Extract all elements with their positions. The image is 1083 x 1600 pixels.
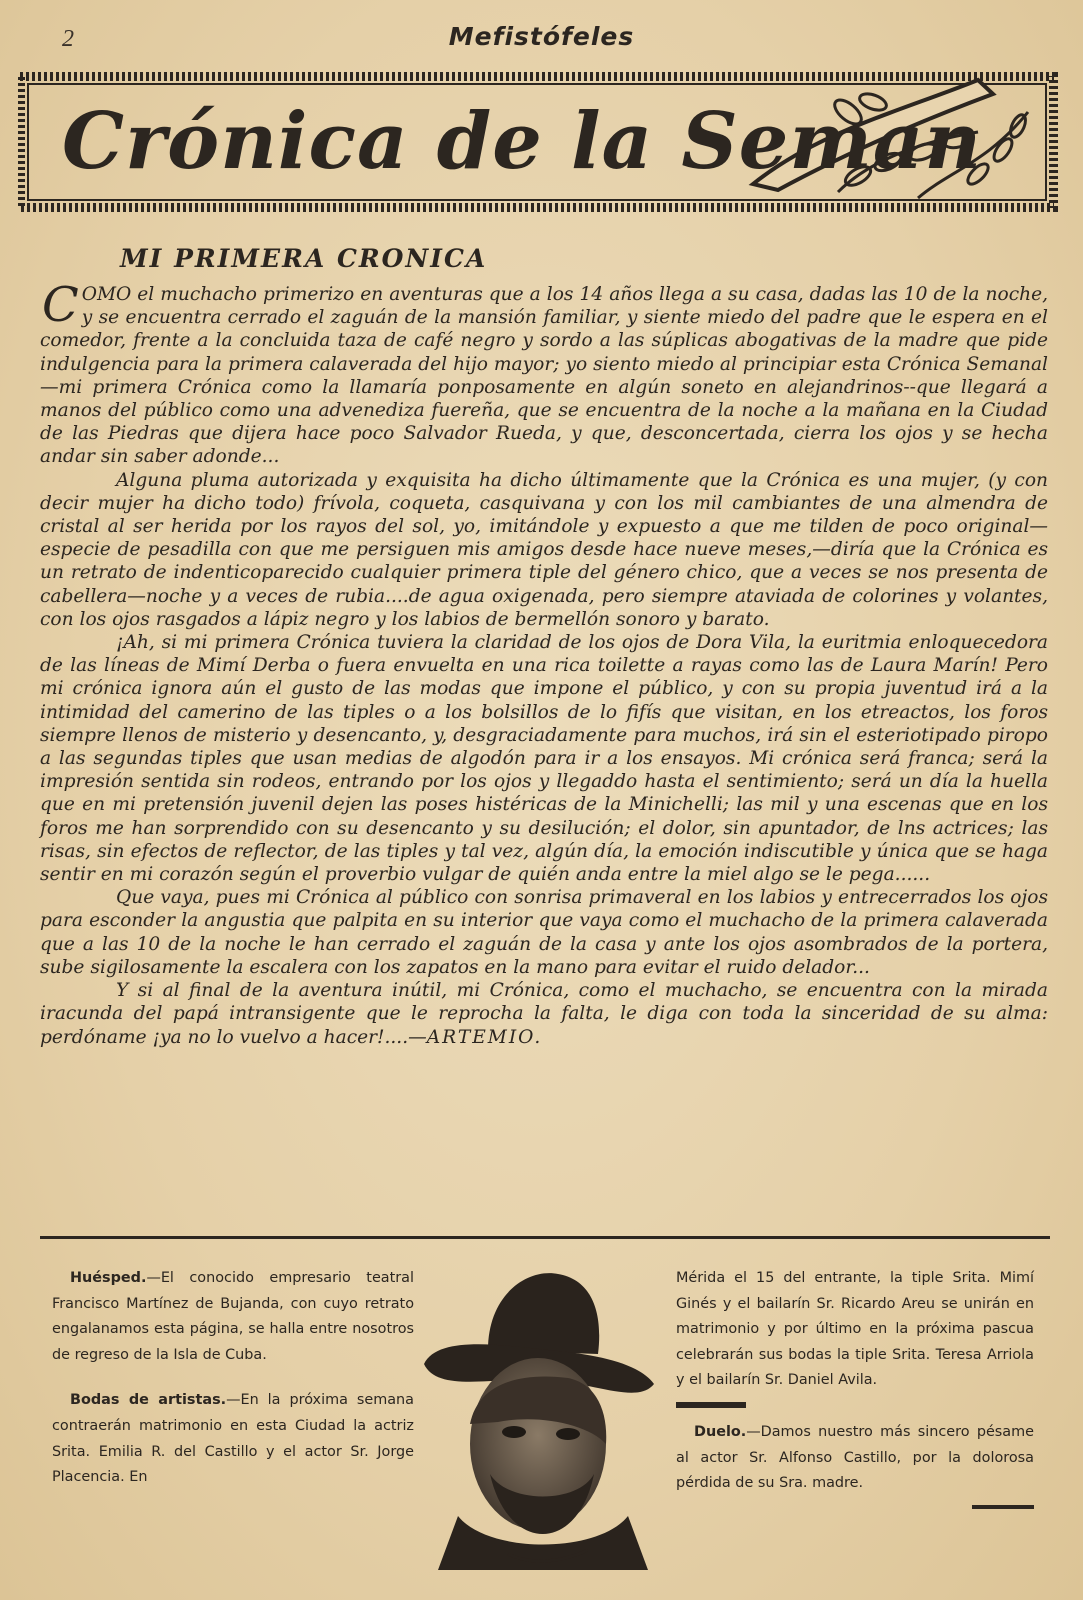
- note-separator: [676, 1402, 746, 1408]
- author-signature: ARTEMIO.: [426, 1026, 543, 1048]
- paragraph-2: Alguna pluma autorizada y exquisita ha dicho últimamente que la Crónica es una mujer, (y con decir mujer ha dicho todo) frívola, coqueta, casquivana y con los mil cambiantes de una almendra de cristal al ser herida por los rayos del sol, yo, imitándole y expuesto a que me tilden de poco original—especie de pesadilla con que me persiguen mis amigos desde hace nueve meses,—diría que la Crónica es un retrato de indenticoparecido cualquier primera tiple del género chico, que a veces se nos presenta de cabellera—noche y a veces de rubia....de agua oxigenada, pero siempre ataviada de colorines y volantes, con los ojos rasgados a lápiz negro y los labios de bermellón sonoro y barato.: [40, 469, 1048, 630]
- note-duelo: [676, 1420, 1034, 1497]
- notes-right-column: [676, 1266, 1034, 1509]
- portrait-photo: [418, 1254, 662, 1570]
- section-title: Crónica de la Seman: [62, 96, 983, 187]
- paragraph-5: [40, 979, 1048, 1049]
- note-huesped-heading: Huésped.: [70, 1270, 147, 1286]
- note-huesped-text: —El conocido empresario teatral Francisco Martínez de Bujanda, con cuyo retrato engalanamos esta página, se halla entre nosotros de regreso de la Isla de Cuba.: [52, 1270, 414, 1363]
- paragraph-1-text: OMO el muchacho primerizo en aventuras que a los 14 años llega a su casa, dadas las 10 de la noche, y se encuentra cerrado el zaguán de la mansión familiar, y siente miedo del padre que le espera en el comedor, frente a la concluida taza de café negro y sordo a las súplicas abogativas de la madre que pide indulgencia para la primera calaverada del hijo mayor; yo siento miedo al principiar esta Crónica Semanal—mi primera Crónica como la llamaría ponposamente en algún soneto en alejandrinos--que llegará a manos del público como una advenediza fuereña, que se encuentra de la noche a la mañana en la Ciudad de las Piedras que dijera hace poco Salvador Rueda, y que, desconcertada, cierra los ojos y se hecha andar sin saber adonde...: [40, 284, 1048, 468]
- paragraph-3: ¡Ah, si mi primera Crónica tuviera la claridad de los ojos de Dora Vila, la euritmia enloquecedora de las líneas de Mimí Derba o fuera envuelta en una rica toilette a rayas como las de Laura Marín! Pero mi crónica ignora aún el gusto de las modas que impone el público, y con su propia juventud irá a la intimidad del camerino de las tiples o a los bolsillos de lo fifís que visitan, en los etreactos, los foros siempre llenos de misterio y desencanto, y, desgraciadamente para muchos, irá sin el esteriotipado piropo a las segundas tiples que usan medias de algodón para ir a los ensayos. Mi crónica será franca; será la impresión sentida sin rodeos, entrando por los ojos y llegaddo hasta el sentimiento; será un día la huella que en mi pretensión juvenil dejen las poses histéricas de la Minichelli; las mil y una escenas que en los foros me han sorprendido con su desencanto y su desilución; el dolor, sin apuntador, de lns actrices; las risas, sin efectos de reflector, de las tiples y tal vez, algún día, la emoción indiscutible y única que se haga sentir en mi corazón según el proverbio vulgar de quién anda entre la miel algo se le pega......: [40, 632, 1048, 886]
- paragraph-4: Que vaya, pues mi Crónica al público con sonrisa primaveral en los labios y entrecerrados los ojos para esconder la angustia que palpita en su interior que vaya como el muchacho de la primera calaverada que a las 10 de la noche le han cerrado el zaguán de la casa y ante los ojos asombrados de la portera, sube sigilosamente la escalera con los zapatos en la mano para evitar el ruido delador...: [40, 887, 1048, 978]
- chronicle-body: [40, 277, 1048, 1049]
- portrait-man-hat-icon: [418, 1254, 662, 1570]
- section-masthead: [18, 72, 1058, 212]
- note-bodas-text: —En la próxima semana contraerán matrimonio en esta Ciudad la actriz Srita. Emilia R. del Castillo y el actor Sr. Jorge Placencia. En: [52, 1392, 414, 1486]
- article-title: MI PRIMERA CRONICA: [120, 244, 488, 273]
- page-number: 2: [62, 26, 74, 52]
- notes-left-column: [52, 1266, 414, 1491]
- note-huesped: [52, 1266, 414, 1368]
- paragraph-5-text: Y si al final de la aventura inútil, mi Crónica, como el muchacho, se encuentra con la mirada iracunda del papá intransigente que le reprocha la falta, le diga con toda la sinceridad de su alma: perdóname ¡ya no lo vuelvo a hacer!....—: [40, 980, 1048, 1048]
- end-mark: [972, 1505, 1034, 1509]
- note-duelo-text: —Damos nuestro más sincero pésame al actor Sr. Alfonso Castillo, por la dolorosa pérdida de su Sra. madre.: [676, 1423, 1034, 1492]
- note-duelo-heading: Duelo.: [694, 1423, 747, 1440]
- note-bodas-heading: Bodas de artistas.: [70, 1392, 227, 1409]
- note-bodas-continued: Mérida el 15 del entrante, la tiple Srita. Mimí Ginés y el bailarín Sr. Ricardo Areu se unirán en matrimonio y por último en la próxima pascua celebrarán sus bodas la tiple Srita. Teresa Arriola y el bailarín Sr. Daniel Avila.: [676, 1270, 1034, 1389]
- journal-name: Mefistófeles: [448, 22, 635, 51]
- section-divider: [40, 1236, 1050, 1239]
- running-head: [0, 18, 1083, 58]
- paragraph-1: [40, 277, 1048, 469]
- note-bodas: [52, 1388, 414, 1490]
- drop-cap: C: [42, 277, 79, 333]
